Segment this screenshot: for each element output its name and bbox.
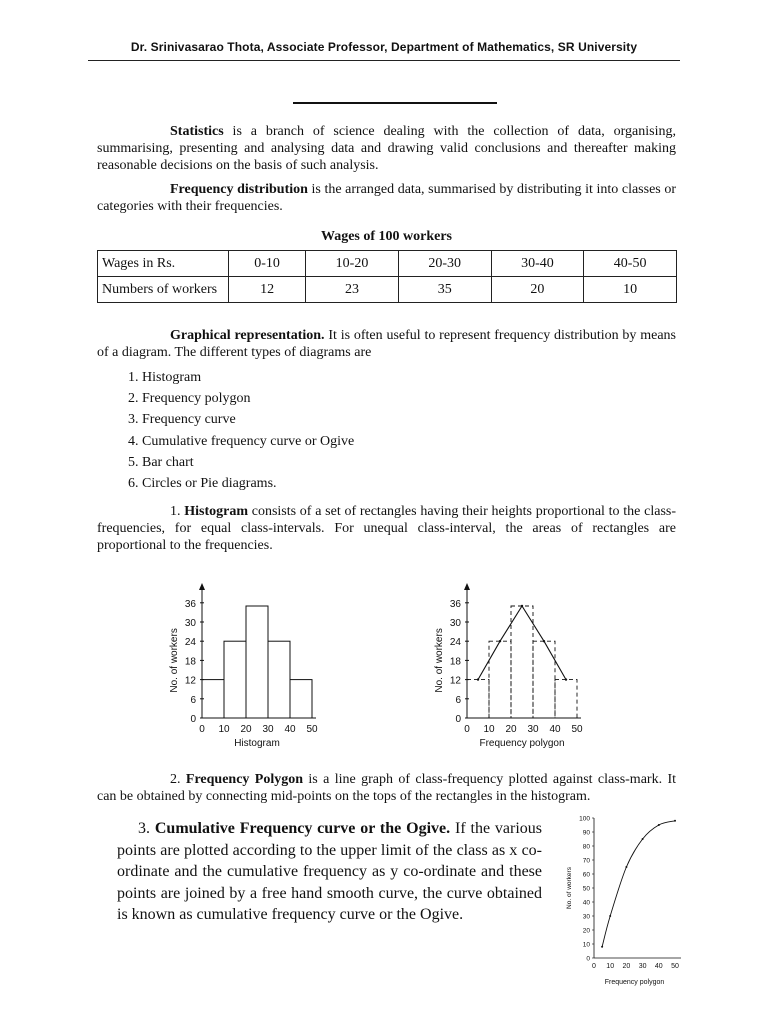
x-tick-label: 30 xyxy=(262,724,274,735)
y-axis-label: No. of workers xyxy=(434,628,445,693)
graphical-paragraph xyxy=(97,327,676,361)
list-item: 6. Circles or Pie diagrams. xyxy=(128,476,277,492)
polygon-prefix: 2. xyxy=(170,772,186,787)
y-tick-label: 10 xyxy=(582,941,590,949)
table-cell: 30-40 xyxy=(491,251,584,277)
dashed-histogram-bar xyxy=(511,606,533,718)
x-tick-label: 20 xyxy=(505,724,517,735)
graphical-text: It is often useful to represent frequency distribution by means of a diagram. The different types of diagrams are xyxy=(97,328,676,360)
x-tick-label: 40 xyxy=(654,963,663,970)
list-item: 3. Frequency curve xyxy=(128,412,236,428)
table-cell: 40-50 xyxy=(584,251,677,277)
ogive-point xyxy=(625,866,627,868)
histogram-bar xyxy=(224,641,246,718)
dashed-histogram-bar xyxy=(533,641,555,718)
ogive-curve xyxy=(602,821,675,947)
x-tick-label: 0 xyxy=(592,963,596,970)
ogive-point xyxy=(609,915,611,917)
y-tick-label: 6 xyxy=(455,694,461,706)
y-tick-label: 30 xyxy=(184,618,196,629)
table-cell: 12 xyxy=(229,277,306,303)
ogive-point xyxy=(658,824,660,826)
y-tick-label: 12 xyxy=(449,675,461,687)
y-tick-label: 0 xyxy=(586,955,590,963)
table-row xyxy=(98,251,677,277)
x-tick-label: 10 xyxy=(483,724,495,735)
wages-table xyxy=(97,250,677,303)
histogram-bar xyxy=(268,641,290,718)
ogive-prefix: 3. xyxy=(138,820,155,837)
list-item: 4. Cumulative frequency curve or Ogive xyxy=(128,433,355,449)
statistics-paragraph xyxy=(97,123,676,174)
table-cell: Numbers of workers xyxy=(98,277,229,303)
frequency-polygon-chart xyxy=(420,580,610,755)
histogram-term: Histogram xyxy=(184,504,248,519)
y-tick-label: 30 xyxy=(449,618,461,629)
x-tick-label: 10 xyxy=(218,724,230,735)
table-cell: 10 xyxy=(584,277,677,303)
y-axis-arrow xyxy=(464,583,470,590)
y-tick-label: 0 xyxy=(455,714,461,725)
y-tick-label: 24 xyxy=(449,637,461,649)
x-tick-label: 30 xyxy=(527,724,539,735)
histogram-text: consists of a set of rectangles having their heights proportional to the class-frequencies, for equal class-intervals. For unequal class-interval, the areas of rectangles are proportional to the frequencies. xyxy=(97,504,676,553)
y-tick-label: 100 xyxy=(579,815,590,823)
ogive-text: If the various points are plotted according to the upper limit of the class as x co-ordinate and the cumulative frequency as y co-ordinate and these points are joined by a free hand smooth curve, the curve obtained is known as cumulative frequency curve or the Ogive. xyxy=(117,820,543,923)
histogram-paragraph xyxy=(97,503,676,554)
polygon-point xyxy=(521,605,523,607)
list-item: 2. Frequency polygon xyxy=(128,391,251,407)
y-tick-label: 30 xyxy=(582,913,590,921)
x-axis-label: Frequency polygon xyxy=(479,738,565,749)
histogram-bar xyxy=(202,680,224,718)
table-cell: 20 xyxy=(491,277,584,303)
y-tick-label: 70 xyxy=(582,857,590,865)
histogram-chart xyxy=(155,580,345,755)
table-cell: 23 xyxy=(306,277,399,303)
frequency-polygon-line xyxy=(478,606,566,680)
diagram-types-list xyxy=(128,367,354,494)
x-tick-label: 30 xyxy=(638,963,647,970)
statistics-text: is a branch of science dealing with the collection of data, organising, summarising, presenting and analysing data and drawing valid conclusions and thereafter making reasonable decisions on the basis of such analysis. xyxy=(97,124,676,173)
x-tick-label: 20 xyxy=(622,963,631,970)
y-tick-label: 18 xyxy=(184,656,196,668)
dashed-histogram-bar xyxy=(467,680,489,718)
y-tick-label: 12 xyxy=(184,675,196,687)
x-tick-label: 50 xyxy=(571,724,583,735)
ogive-term: Cumulative Frequency curve or the Ogive. xyxy=(154,820,451,837)
x-axis-label: Histogram xyxy=(234,738,280,749)
x-axis-label: Frequency polygon xyxy=(604,979,665,986)
y-tick-label: 80 xyxy=(582,843,590,851)
table-cell: Wages in Rs. xyxy=(98,251,229,277)
dashed-histogram-bar xyxy=(555,680,577,718)
histogram-bar xyxy=(246,606,268,718)
list-item: 1. Histogram xyxy=(128,370,202,385)
y-tick-label: 36 xyxy=(449,598,461,610)
polygon-point xyxy=(477,678,479,680)
polygon-term: Frequency Polygon xyxy=(185,772,304,787)
table-title: Wages of 100 workers xyxy=(320,229,453,244)
ogive-point xyxy=(674,820,676,822)
y-tick-label: 90 xyxy=(582,829,590,837)
y-tick-label: 60 xyxy=(582,871,590,879)
polygon-point xyxy=(499,640,501,642)
table-cell: 20-30 xyxy=(398,251,491,277)
y-tick-label: 6 xyxy=(190,694,196,706)
graphical-term: Graphical representation. xyxy=(170,328,325,343)
polygon-paragraph xyxy=(97,771,676,805)
histogram-bar xyxy=(290,680,312,718)
y-tick-label: 50 xyxy=(582,885,590,893)
x-tick-label: 50 xyxy=(306,724,318,735)
x-tick-label: 0 xyxy=(464,724,470,735)
x-tick-label: 50 xyxy=(671,963,679,970)
polygon-point xyxy=(565,678,567,680)
page-header: Dr. Srinivasarao Thota, Associate Professor, Department of Mathematics, SR University xyxy=(130,40,638,54)
y-tick-label: 40 xyxy=(582,899,590,907)
ogive-chart xyxy=(556,810,696,995)
statistics-term: Statistics xyxy=(170,124,224,139)
frequency-term: Frequency distribution xyxy=(170,182,308,197)
title-rule xyxy=(293,102,497,104)
list-item: 5. Bar chart xyxy=(128,454,194,470)
y-tick-label: 0 xyxy=(190,714,196,725)
x-tick-label: 20 xyxy=(240,724,252,735)
table-cell: 0-10 xyxy=(229,251,306,277)
y-tick-label: 36 xyxy=(184,598,196,610)
table-cell: 35 xyxy=(398,277,491,303)
x-tick-label: 40 xyxy=(549,724,561,735)
histogram-prefix: 1. xyxy=(170,504,185,519)
frequency-text: is the arranged data, summarised by distributing it into classes or categories with their frequencies. xyxy=(97,182,677,214)
x-tick-label: 0 xyxy=(199,724,205,735)
y-axis-label: No. of workers xyxy=(169,628,180,693)
x-tick-label: 40 xyxy=(284,724,296,735)
table-cell: 10-20 xyxy=(306,251,399,277)
y-axis-label: No. of workers xyxy=(566,867,573,909)
x-tick-label: 10 xyxy=(606,963,615,970)
y-tick-label: 20 xyxy=(582,927,590,935)
ogive-point xyxy=(642,838,644,840)
dashed-histogram-bar xyxy=(489,641,511,718)
y-tick-label: 24 xyxy=(184,637,196,649)
y-axis-arrow xyxy=(199,583,205,590)
ogive-point xyxy=(601,946,603,948)
table-row xyxy=(98,277,677,303)
ogive-paragraph xyxy=(117,818,542,926)
y-tick-label: 18 xyxy=(449,656,461,668)
polygon-text: is a line graph of class-frequency plotted against class-mark. It can be obtained by connecting mid-points on the tops of the rectangles in the histogram. xyxy=(97,772,676,804)
polygon-point xyxy=(543,640,545,642)
header-rule xyxy=(88,60,680,61)
frequency-distribution-paragraph xyxy=(97,181,676,215)
